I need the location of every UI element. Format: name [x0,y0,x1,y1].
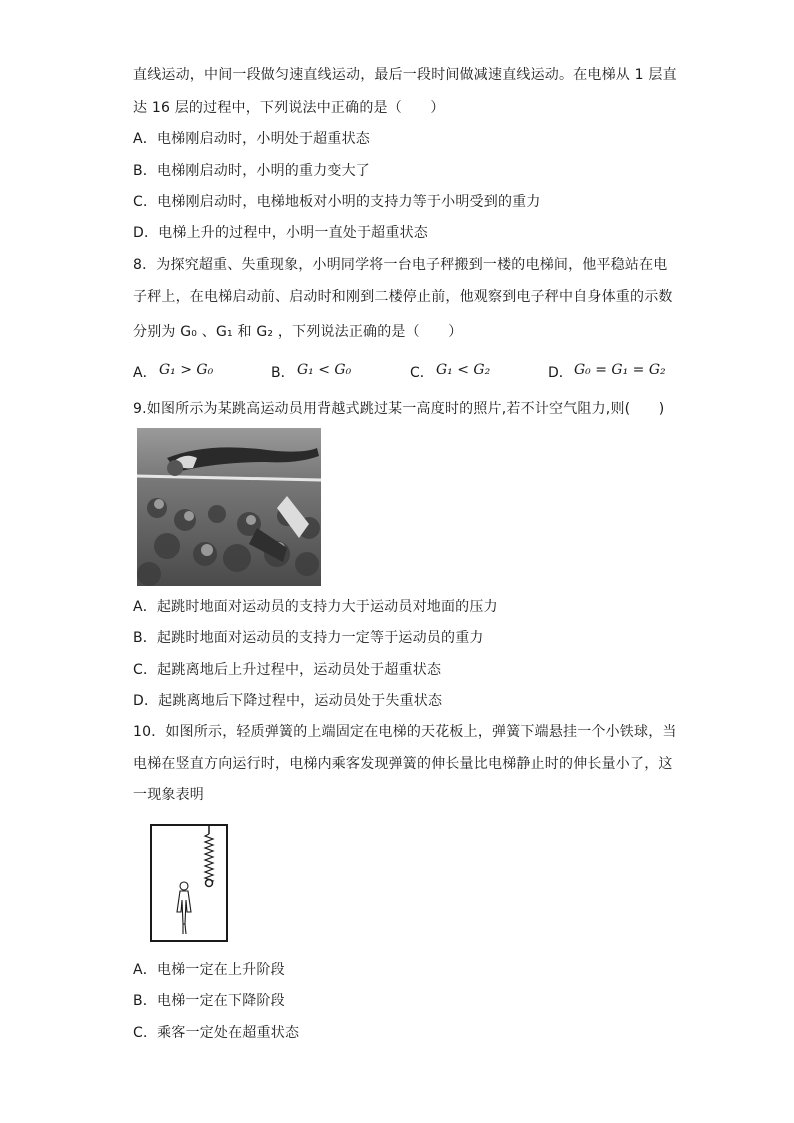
q8-option-b-label: B． [271,365,295,381]
elevator-spring-diagram [150,824,228,942]
q8-stem-line-2: 子秤上，在电梯启动前、启动时和刚到二楼停止前，他观察到电子秤中自身体重的示数 [133,289,673,305]
high-jump-photo [137,428,321,586]
q10-option-a: A．电梯一定在上升阶段 [133,962,285,978]
q10-stem-line-3: 一现象表明 [133,787,204,803]
q8-option-c-expr: G₁ < G₂ [436,362,491,378]
q7-option-b: B．电梯刚启动时，小明的重力变大了 [133,163,371,179]
q10-stem-line-2: 电梯在竖直方向运行时，电梯内乘客发现弹簧的伸长量比电梯静止时的伸长量小了，这 [133,756,673,772]
q9-stem: 9.如图所示为某跳高运动员用背越式跳过某一高度时的照片,若不计空气阻力,则( ) [133,401,665,417]
q9-option-a: A．起跳时地面对运动员的支持力大于运动员对地面的压力 [133,599,498,615]
q7-option-d: D．电梯上升的过程中，小明一直处于超重状态 [133,225,428,241]
q9-option-d: D．起跳离地后下降过程中，运动员处于失重状态 [133,693,443,709]
q10-option-c: C．乘客一定处在超重状态 [133,1025,300,1041]
q9-option-b: B．起跳时地面对运动员的支持力一定等于运动员的重力 [133,630,484,646]
elevator-spring-illustration [150,824,228,942]
intro-line-2: 达 16 层的过程中，下列说法中正确的是（ ） [133,100,445,116]
q7-option-c: C．电梯刚启动时，电梯地板对小明的支持力等于小明受到的重力 [133,194,541,210]
q8-stem-line-3: 分别为 G₀ 、G₁ 和 G₂ ，下列说法正确的是（ ） [133,324,463,340]
q9-option-c: C．起跳离地后上升过程中，运动员处于超重状态 [133,662,442,678]
q8-options [133,362,673,382]
q8-option-a-expr: G₁ > G₀ [159,362,214,378]
q8-option-b-expr: G₁ < G₀ [297,362,352,378]
q7-option-a: A．电梯刚启动时，小明处于超重状态 [133,131,370,147]
q8-option-d-expr: G₀ = G₁ = G₂ [574,362,666,378]
q10-option-b: B．电梯一定在下降阶段 [133,993,285,1009]
q8-option-a-label: A． [133,365,157,381]
high-jump-photo-illustration [137,428,321,586]
intro-line-1: 直线运动，中间一段做匀速直线运动，最后一段时间做减速直线运动。在电梯从 1 层直 [133,67,677,83]
q10-stem-line-1: 10．如图所示，轻质弹簧的上端固定在电梯的天花板上，弹簧下端悬挂一个小铁球，当 [133,724,677,740]
q8-option-d-label: D． [548,365,573,381]
q8-option-c-label: C． [410,365,434,381]
q8-stem-line-1: 8．为探究超重、失重现象，小明同学将一台电子秤搬到一楼的电梯间，他平稳站在电 [133,257,668,273]
